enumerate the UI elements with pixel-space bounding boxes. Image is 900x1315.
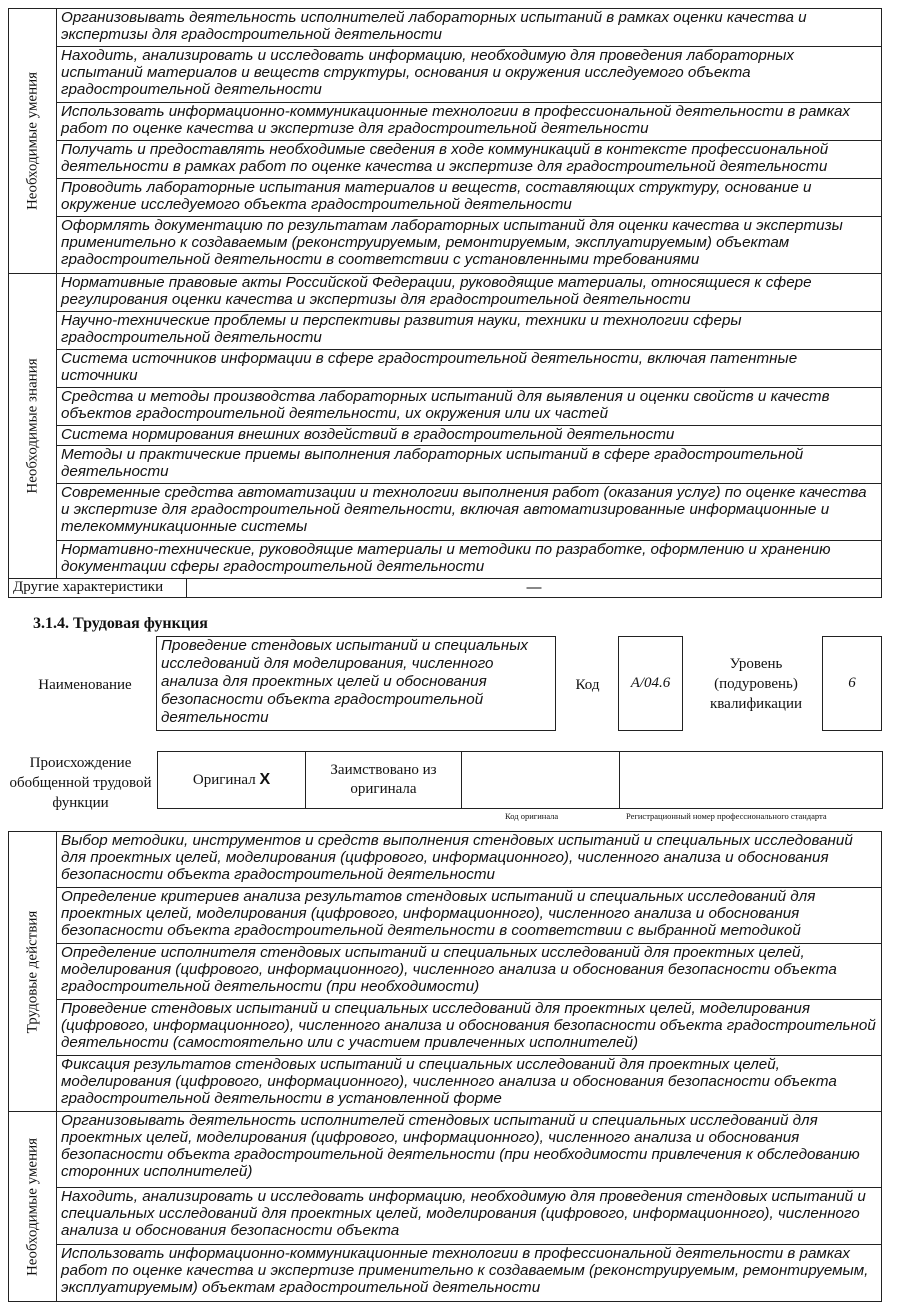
other-characteristics-label: Другие характеристики	[9, 579, 187, 598]
origin-label: Происхождение обобщенной трудовой функции	[9, 755, 152, 811]
skills-knowledge-table	[8, 8, 882, 598]
reg-number-cell	[620, 752, 883, 809]
qualification-level-box: 6	[822, 636, 882, 731]
knowledge-item: Научно-технические проблемы и перспективы развития науки, техники и технологии сферы градостроительной деятельности	[57, 312, 882, 350]
knowledge-category-label: Необходимые знания	[24, 358, 40, 494]
other-characteristics-value: —	[187, 579, 882, 598]
name-label: Наименование	[38, 677, 132, 693]
actions-category-cell	[9, 832, 57, 1112]
knowledge-item: Система источников информации в сфере градостроительной деятельности, включая патентные источники	[57, 350, 882, 388]
skill-item: Организовывать деятельность исполнителей лабораторных испытаний в рамках оценки качества и экспертизы для градостроительной деятельности	[57, 9, 882, 47]
actions-skills-table	[8, 831, 882, 1302]
knowledge-category-cell	[9, 274, 57, 579]
function-code-box: A/04.6	[618, 636, 683, 731]
origin-table	[157, 751, 883, 809]
knowledge-item: Средства и методы производства лабораторных испытаний для выявления и оценки свойств и качеств объектов градостроительной деятельности, их окружения или их частей	[57, 388, 882, 426]
borrowed-cell: Заимствовано из оригинала	[306, 752, 462, 809]
action-item: Фиксация результатов стендовых испытаний и специальных исследований для проектных целей, моделирования (цифрового, информационного), численного анализа и обоснования безопасности объекта градостроительной деятельности в установленной форме	[57, 1056, 882, 1112]
qualification-level-label: Уровень (подуровень) квалификации	[709, 656, 803, 712]
reg-number-caption: Регистрационный номер профессионального стандарта	[626, 811, 827, 821]
code-original-caption: Код оригинала	[505, 811, 559, 821]
skill-item: Организовывать деятельность исполнителей стендовых испытаний и специальных исследований для проектных целей, моделирования (цифрового, информационного), численного анализа и обоснования безопасности объекта градостроительной деятельности (при необходимости привлечения к обследованию сторонних исполнителей)	[57, 1112, 882, 1188]
skill-item: Использовать информационно-коммуникационные технологии в профессиональной деятельности в рамках работ по оценке качества и экспертизе применительно к создаваемым (реконструируемым, ремонтируемым, эксплуатируемым) объектам градостроительной деятельности	[57, 1245, 882, 1302]
action-item: Выбор методики, инструментов и средств выполнения стендовых испытаний и специальных исследований для проектных целей, моделирования (цифрового, информационного), численного анализа и обоснования безопасности объекта градостроительной деятельности	[57, 832, 882, 888]
skill-item: Находить, анализировать и исследовать информацию, необходимую для проведения стендовых испытаний и специальных исследований для проектных целей, моделирования (цифрового, информационного), численного анализа и обоснования безопасности объекта	[57, 1188, 882, 1245]
skills-category-label: Необходимые умения	[24, 71, 40, 211]
skill-item: Находить, анализировать и исследовать информацию, необходимую для проведения лабораторных испытаний материалов и веществ структуры, основания и окружения исследуемого объекта градостроительной деятельности	[57, 47, 882, 103]
bottom-skills-category-label: Необходимые умения	[24, 1137, 40, 1276]
knowledge-item: Нормативно-технические, руководящие материалы и методики по разработке, оформлению и хранению документации сферы градостроительной деятельности	[57, 541, 882, 579]
section-heading: 3.1.4. Трудовая функция	[33, 615, 208, 632]
skill-item: Проводить лабораторные испытания материалов и веществ, составляющих структуру, основание и окружение исследуемого объекта градостроительной деятельности	[57, 179, 882, 217]
action-item: Определение исполнителя стендовых испытаний и специальных исследований для проектных целей, моделирования (цифрового, информационного), численного анализа и обоснования безопасности объекта градостроительной деятельности (при необходимости)	[57, 944, 882, 1000]
original-cell	[158, 752, 306, 809]
skill-item: Оформлять документацию по результатам лабораторных испытаний для оценки качества и экспертизы применительно к создаваемым (реконструируемым, ремонтируемым, эксплуатируемым) объектам градостроительной деятельности в соответствии с установленными требованиями	[57, 217, 882, 274]
knowledge-item: Методы и практические приемы выполнения лабораторных испытаний в сфере градостроительной деятельности	[57, 446, 882, 484]
original-label: Оригинал	[192, 772, 256, 788]
action-item: Определение критериев анализа результатов стендовых испытаний и специальных исследований для проектных целей, моделирования (цифрового, информационного), численного анализа и обоснования безопасности объекта градостроительной деятельности в соответствии с выбранной методикой	[57, 888, 882, 944]
actions-category-label: Трудовые действия	[24, 910, 40, 1033]
skill-item: Получать и предоставлять необходимые сведения в ходе коммуникаций в контексте профессиональной деятельности в рамках работ по оценке качества и экспертизе для градостроительной деятельности	[57, 141, 882, 179]
knowledge-item: Нормативные правовые акты Российской Федерации, руководящие материалы, относящиеся к сфере регулирования оценки качества и экспертизы для градостроительной деятельности	[57, 274, 882, 312]
original-checkmark: X	[259, 771, 271, 788]
code-label: Код	[575, 677, 600, 693]
function-name-box: Проведение стендовых испытаний и специальных исследований для моделирования, численного анализа для проектных целей и обоснования безопасности объекта градостроительной деятельности	[156, 636, 556, 731]
skills-category-cell	[9, 9, 57, 274]
action-item: Проведение стендовых испытаний и специальных исследований для проектных целей, моделирования (цифрового, информационного), численного анализа и обоснования безопасности объекта градостроительной деятельности (самостоятельно или с участием привлеченных исполнителей)	[57, 1000, 882, 1056]
knowledge-item: Современные средства автоматизации и технологии выполнения работ (оказания услуг) по оценке качества и экспертизе для градостроительной деятельности, включая автоматизированные информационные и телекоммуникационные системы	[57, 484, 882, 541]
code-original-cell	[462, 752, 620, 809]
skill-item: Использовать информационно-коммуникационные технологии в профессиональной деятельности в рамках работ по оценке качества и экспертизе для градостроительной деятельности	[57, 103, 882, 141]
knowledge-item: Система нормирования внешних воздействий в градостроительной деятельности	[57, 426, 882, 446]
bottom-skills-category-cell	[9, 1112, 57, 1302]
